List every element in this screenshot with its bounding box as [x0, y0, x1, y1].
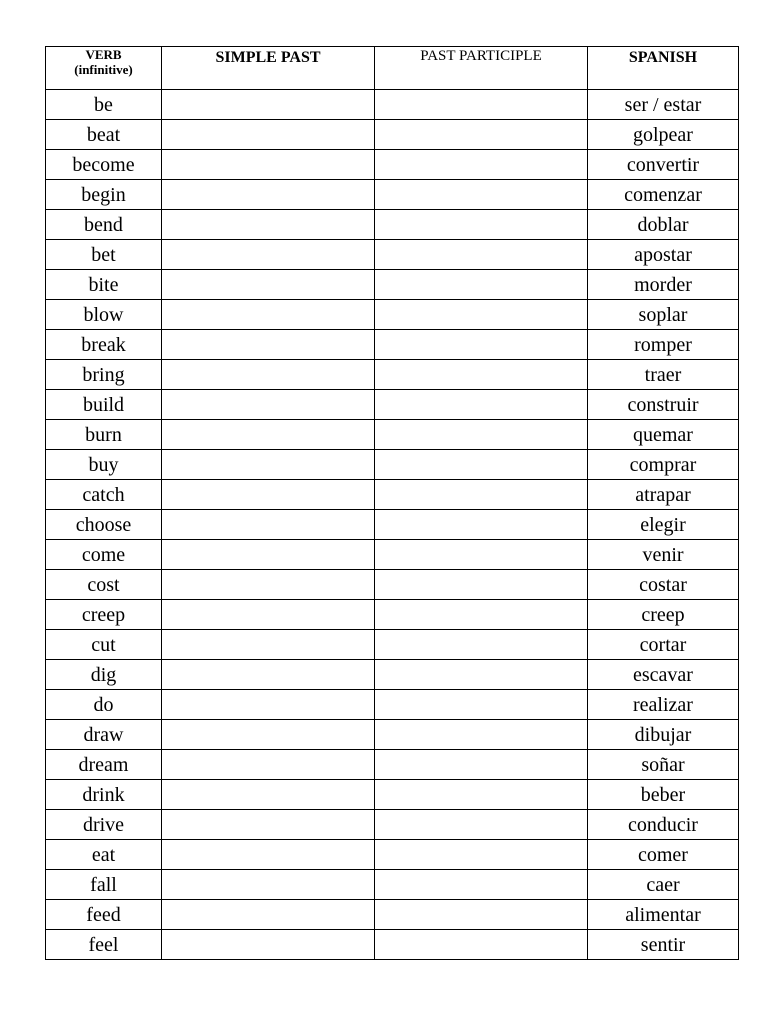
simple-past-cell[interactable] — [162, 420, 375, 450]
verb-cell: feel — [46, 930, 162, 960]
past-participle-cell[interactable] — [375, 450, 588, 480]
past-participle-cell[interactable] — [375, 240, 588, 270]
simple-past-cell[interactable] — [162, 660, 375, 690]
verb-cell: dream — [46, 750, 162, 780]
past-participle-cell[interactable] — [375, 720, 588, 750]
table-row — [46, 510, 739, 540]
table-row — [46, 720, 739, 750]
simple-past-cell[interactable] — [162, 780, 375, 810]
spanish-cell: convertir — [588, 150, 739, 180]
simple-past-cell[interactable] — [162, 480, 375, 510]
spanish-cell: elegir — [588, 510, 739, 540]
past-participle-cell[interactable] — [375, 330, 588, 360]
past-participle-cell[interactable] — [375, 690, 588, 720]
simple-past-cell[interactable] — [162, 930, 375, 960]
table-row — [46, 210, 739, 240]
verb-cell: become — [46, 150, 162, 180]
header-verb — [46, 47, 162, 90]
verb-worksheet — [45, 46, 739, 960]
spanish-cell: cortar — [588, 630, 739, 660]
table-row — [46, 750, 739, 780]
simple-past-cell[interactable] — [162, 840, 375, 870]
simple-past-cell[interactable] — [162, 600, 375, 630]
table-row — [46, 180, 739, 210]
table-row — [46, 570, 739, 600]
header-simple-past: SIMPLE PAST — [162, 47, 375, 90]
past-participle-cell[interactable] — [375, 930, 588, 960]
verb-cell: burn — [46, 420, 162, 450]
spanish-cell: ser / estar — [588, 90, 739, 120]
header-spanish: SPANISH — [588, 47, 739, 90]
past-participle-cell[interactable] — [375, 480, 588, 510]
verb-cell: buy — [46, 450, 162, 480]
spanish-cell: atrapar — [588, 480, 739, 510]
table-row — [46, 780, 739, 810]
table-row — [46, 270, 739, 300]
verb-cell: creep — [46, 600, 162, 630]
verb-cell: feed — [46, 900, 162, 930]
simple-past-cell[interactable] — [162, 90, 375, 120]
verb-cell: blow — [46, 300, 162, 330]
spanish-cell: soplar — [588, 300, 739, 330]
table-row — [46, 90, 739, 120]
verb-cell: eat — [46, 840, 162, 870]
verb-cell: draw — [46, 720, 162, 750]
spanish-cell: dibujar — [588, 720, 739, 750]
past-participle-cell[interactable] — [375, 870, 588, 900]
simple-past-cell[interactable] — [162, 390, 375, 420]
simple-past-cell[interactable] — [162, 720, 375, 750]
verb-cell: fall — [46, 870, 162, 900]
spanish-cell: venir — [588, 540, 739, 570]
table-row — [46, 660, 739, 690]
spanish-cell: realizar — [588, 690, 739, 720]
spanish-cell: apostar — [588, 240, 739, 270]
spanish-cell: comprar — [588, 450, 739, 480]
simple-past-cell[interactable] — [162, 330, 375, 360]
simple-past-cell[interactable] — [162, 810, 375, 840]
table-row — [46, 810, 739, 840]
header-row — [46, 47, 739, 90]
table-row — [46, 540, 739, 570]
table-row — [46, 420, 739, 450]
verb-cell: bring — [46, 360, 162, 390]
simple-past-cell[interactable] — [162, 690, 375, 720]
spanish-cell: doblar — [588, 210, 739, 240]
simple-past-cell[interactable] — [162, 300, 375, 330]
past-participle-cell[interactable] — [375, 360, 588, 390]
simple-past-cell[interactable] — [162, 630, 375, 660]
simple-past-cell[interactable] — [162, 450, 375, 480]
spanish-cell: soñar — [588, 750, 739, 780]
verb-cell: drink — [46, 780, 162, 810]
verb-cell: beat — [46, 120, 162, 150]
table-row — [46, 330, 739, 360]
spanish-cell: creep — [588, 600, 739, 630]
table-row — [46, 630, 739, 660]
verb-cell: do — [46, 690, 162, 720]
verb-cell: begin — [46, 180, 162, 210]
past-participle-cell[interactable] — [375, 780, 588, 810]
simple-past-cell[interactable] — [162, 150, 375, 180]
spanish-cell: traer — [588, 360, 739, 390]
simple-past-cell[interactable] — [162, 240, 375, 270]
past-participle-cell[interactable] — [375, 420, 588, 450]
simple-past-cell[interactable] — [162, 210, 375, 240]
verb-cell: build — [46, 390, 162, 420]
table-row — [46, 870, 739, 900]
past-participle-cell[interactable] — [375, 750, 588, 780]
table-row — [46, 900, 739, 930]
past-participle-cell[interactable] — [375, 300, 588, 330]
spanish-cell: romper — [588, 330, 739, 360]
past-participle-cell[interactable] — [375, 270, 588, 300]
verb-cell: catch — [46, 480, 162, 510]
past-participle-cell[interactable] — [375, 630, 588, 660]
past-participle-cell[interactable] — [375, 840, 588, 870]
past-participle-cell[interactable] — [375, 900, 588, 930]
simple-past-cell[interactable] — [162, 120, 375, 150]
simple-past-cell[interactable] — [162, 540, 375, 570]
table-header — [46, 47, 739, 90]
table-row — [46, 840, 739, 870]
spanish-cell: comenzar — [588, 180, 739, 210]
simple-past-cell[interactable] — [162, 510, 375, 540]
spanish-cell: beber — [588, 780, 739, 810]
verb-cell: cost — [46, 570, 162, 600]
simple-past-cell[interactable] — [162, 900, 375, 930]
table-row — [46, 930, 739, 960]
table-row — [46, 480, 739, 510]
verb-cell: cut — [46, 630, 162, 660]
spanish-cell: comer — [588, 840, 739, 870]
past-participle-cell[interactable] — [375, 810, 588, 840]
spanish-cell: morder — [588, 270, 739, 300]
spanish-cell: sentir — [588, 930, 739, 960]
simple-past-cell[interactable] — [162, 360, 375, 390]
past-participle-cell[interactable] — [375, 180, 588, 210]
verb-cell: come — [46, 540, 162, 570]
spanish-cell: escavar — [588, 660, 739, 690]
verb-cell: drive — [46, 810, 162, 840]
table-row — [46, 450, 739, 480]
simple-past-cell[interactable] — [162, 870, 375, 900]
verb-cell: bend — [46, 210, 162, 240]
past-participle-cell[interactable] — [375, 600, 588, 630]
spanish-cell: quemar — [588, 420, 739, 450]
verb-cell: bite — [46, 270, 162, 300]
past-participle-cell[interactable] — [375, 540, 588, 570]
header-past-participle: PAST PARTICIPLE — [375, 47, 588, 90]
spanish-cell: conducir — [588, 810, 739, 840]
table-row — [46, 150, 739, 180]
past-participle-cell[interactable] — [375, 90, 588, 120]
simple-past-cell[interactable] — [162, 750, 375, 780]
table-row — [46, 360, 739, 390]
verb-cell: dig — [46, 660, 162, 690]
verb-cell: break — [46, 330, 162, 360]
spanish-cell: caer — [588, 870, 739, 900]
past-participle-cell[interactable] — [375, 150, 588, 180]
header-verb-sublabel: (infinitive) — [74, 62, 133, 77]
spanish-cell: costar — [588, 570, 739, 600]
header-verb-label: VERB — [85, 47, 122, 62]
past-participle-cell[interactable] — [375, 210, 588, 240]
table-row — [46, 600, 739, 630]
table-row — [46, 120, 739, 150]
past-participle-cell[interactable] — [375, 660, 588, 690]
verb-cell: bet — [46, 240, 162, 270]
past-participle-cell[interactable] — [375, 390, 588, 420]
spanish-cell: golpear — [588, 120, 739, 150]
table-row — [46, 300, 739, 330]
past-participle-cell[interactable] — [375, 120, 588, 150]
past-participle-cell[interactable] — [375, 570, 588, 600]
verb-cell: be — [46, 90, 162, 120]
simple-past-cell[interactable] — [162, 270, 375, 300]
past-participle-cell[interactable] — [375, 510, 588, 540]
verb-table — [45, 46, 739, 960]
table-row — [46, 690, 739, 720]
table-row — [46, 390, 739, 420]
table-row — [46, 240, 739, 270]
table-body — [46, 90, 739, 960]
spanish-cell: construir — [588, 390, 739, 420]
verb-cell: choose — [46, 510, 162, 540]
spanish-cell: alimentar — [588, 900, 739, 930]
simple-past-cell[interactable] — [162, 180, 375, 210]
simple-past-cell[interactable] — [162, 570, 375, 600]
